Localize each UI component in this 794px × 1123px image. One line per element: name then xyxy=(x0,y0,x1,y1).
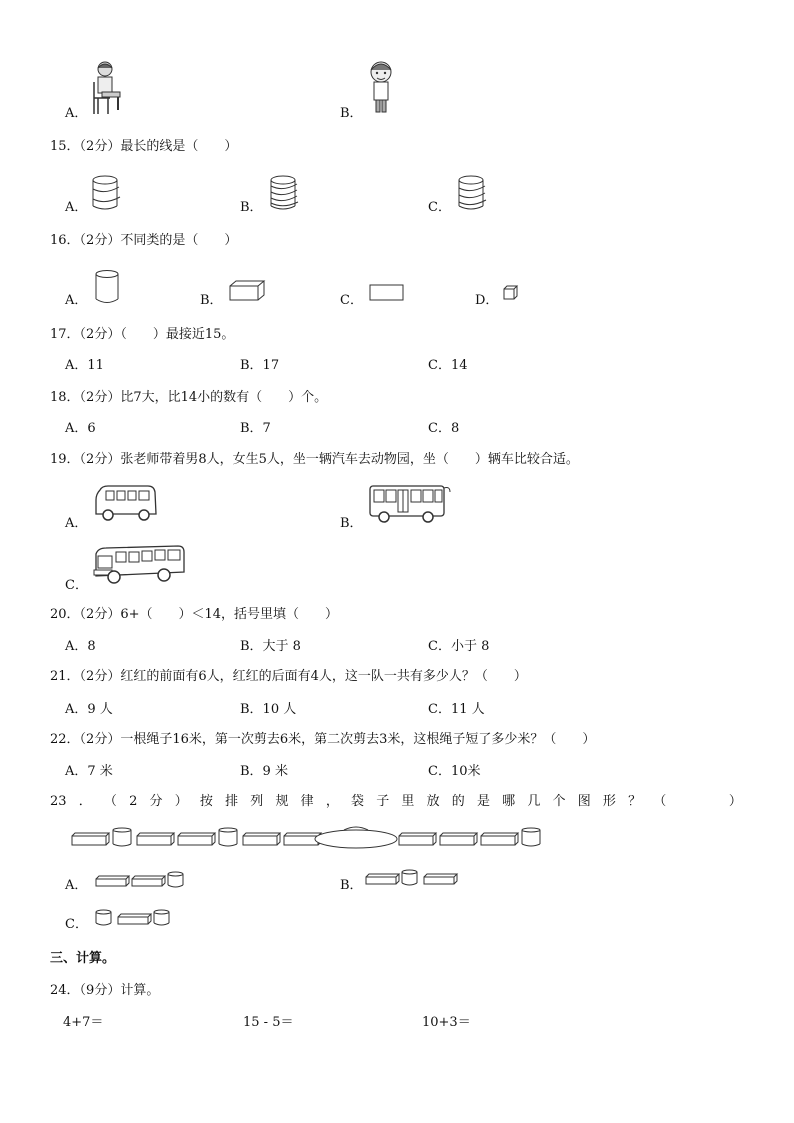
q20-option-b: B．大于 8 xyxy=(240,639,301,654)
q23-stem-char: 列 xyxy=(250,794,264,809)
q23-stem-char: （ xyxy=(653,794,667,809)
cylinder-shape xyxy=(219,828,237,846)
q16-option-b: B． xyxy=(200,293,223,308)
rope-coil-b-image xyxy=(268,175,300,215)
q23-stem-char: 里 xyxy=(401,794,415,809)
cuboid-shape xyxy=(440,833,477,845)
q23-stem-char: ， xyxy=(325,794,339,809)
q23-stem-char: 图 xyxy=(577,794,591,809)
q17-option-a: A．11 xyxy=(65,358,104,373)
q23-option-c-shapes xyxy=(94,908,184,932)
q20-option-c: C．小于 8 xyxy=(428,639,490,654)
q14-option-a: A． xyxy=(65,106,88,121)
cylinder-shape xyxy=(168,872,183,887)
q23-stem-char: 分 xyxy=(149,794,163,809)
cylinder-shape xyxy=(522,828,540,846)
q23-stem-char: 哪 xyxy=(502,794,516,809)
q23-stem-char: ） xyxy=(728,794,742,809)
q15-option-a: A． xyxy=(65,200,88,215)
cylinder-shape xyxy=(154,910,169,925)
cuboid-shape xyxy=(137,833,174,845)
q23-stem xyxy=(50,794,742,810)
q23-stem-char: ． xyxy=(78,794,92,809)
rope-coil-a-image xyxy=(90,175,122,215)
q23-stem-char: 个 xyxy=(552,794,566,809)
q19-option-b: B． xyxy=(340,516,363,531)
q18-stem: 18．（2分）比7大，比14小的数有（ ）个。 xyxy=(50,390,328,405)
q21-option-c: C．11 人 xyxy=(428,702,485,717)
q17-stem: 17．（2分）（ ）最接近15。 xyxy=(50,327,235,342)
cylinder-image xyxy=(94,270,120,308)
cuboid-shape xyxy=(243,833,280,845)
q16-stem: 16．（2分）不同类的是（ ） xyxy=(50,233,238,248)
small-bus-image xyxy=(94,484,158,528)
cuboid-shape xyxy=(366,874,399,884)
cuboid-image xyxy=(229,280,265,306)
q18-option-a: A．6 xyxy=(65,421,96,436)
q15-option-c: C． xyxy=(428,200,451,215)
cuboid-shape xyxy=(132,876,165,886)
q17-option-b: B．17 xyxy=(240,358,280,373)
bag-shape xyxy=(315,827,397,848)
q20-stem: 20．（2分）6+（ ）＜14，括号里填（ ） xyxy=(50,607,339,622)
q22-option-c: C．10米 xyxy=(428,764,481,779)
q21-option-a: A．9 人 xyxy=(65,702,113,717)
cuboid-shape xyxy=(399,833,436,845)
section-3-heading: 三、计算。 xyxy=(50,951,116,966)
q23-option-b: B． xyxy=(340,878,363,893)
cuboid-shape xyxy=(96,876,129,886)
q23-stem-char: 律 xyxy=(300,794,314,809)
q24-stem: 24．（9分）计算。 xyxy=(50,983,160,998)
q18-option-c: C．8 xyxy=(428,421,460,436)
q16-option-d: D． xyxy=(475,293,499,308)
q17-option-c: C．14 xyxy=(428,358,468,373)
q24-expression-3: 10+3＝ xyxy=(422,1015,471,1030)
q24-expression-1: 4+7＝ xyxy=(63,1015,104,1030)
q23-stem-char: 23 xyxy=(50,794,67,809)
q21-option-b: B．10 人 xyxy=(240,702,297,717)
q23-option-b-shapes xyxy=(364,868,474,892)
q22-stem: 22．（2分）一根绳子16米，第一次剪去6米，第二次剪去3米，这根绳子短了多少米？（ ） xyxy=(50,732,596,747)
q23-stem-char: ？ xyxy=(628,794,642,809)
city-bus-image xyxy=(368,482,452,530)
q15-option-b: B． xyxy=(240,200,263,215)
cuboid-shape xyxy=(481,833,518,845)
q19-option-c: C． xyxy=(65,578,88,593)
q20-option-a: A．8 xyxy=(65,639,96,654)
cuboid-shape xyxy=(424,874,457,884)
q23-stem-char: 袋 xyxy=(351,794,365,809)
boy-sitting-image xyxy=(88,60,124,116)
rectangle-image xyxy=(369,284,405,306)
q23-stem-char: （ xyxy=(103,794,117,809)
q15-stem: 15．（2分）最长的线是（ ） xyxy=(50,139,238,154)
cuboid-shape xyxy=(118,914,151,924)
boy-standing-image xyxy=(366,60,396,116)
rope-coil-c-image xyxy=(456,175,488,215)
cube-image xyxy=(503,285,519,305)
pattern-sequence-image xyxy=(70,824,560,854)
q23-option-a-shapes xyxy=(94,870,194,894)
q24-expression-2: 15 - 5＝ xyxy=(243,1015,294,1030)
q23-stem-char: 是 xyxy=(476,794,490,809)
q23-stem-char: 子 xyxy=(376,794,390,809)
q23-option-c: C． xyxy=(65,917,88,932)
q23-stem-char: 形 xyxy=(602,794,616,809)
q23-stem-char xyxy=(704,794,717,810)
cuboid-shape xyxy=(72,833,109,845)
q23-stem-char: 几 xyxy=(527,794,541,809)
q16-option-c: C． xyxy=(340,293,363,308)
cylinder-shape xyxy=(113,828,131,846)
q23-stem-char xyxy=(678,794,691,810)
q22-option-a: A．7 米 xyxy=(65,764,113,779)
q23-stem-char: 规 xyxy=(275,794,289,809)
q23-stem-char: 的 xyxy=(451,794,465,809)
q16-option-a: A． xyxy=(65,293,88,308)
cylinder-shape xyxy=(96,910,111,925)
q23-stem-char: 放 xyxy=(426,794,440,809)
q14-option-b: B． xyxy=(340,106,363,121)
large-bus-image xyxy=(92,544,188,590)
q22-option-b: B．9 米 xyxy=(240,764,288,779)
q19-stem: 19．（2分）张老师带着男8人，女生5人，坐一辆汽车去动物园，坐（ ）辆车比较合适。 xyxy=(50,452,579,467)
cylinder-shape xyxy=(402,870,417,885)
q23-stem-char: ） xyxy=(174,794,188,809)
q23-stem-char: 按 xyxy=(199,794,213,809)
q23-stem-char: 排 xyxy=(225,794,239,809)
q21-stem: 21．（2分）红红的前面有6人，红红的后面有4人，这一队一共有多少人？（ ） xyxy=(50,669,527,684)
q23-option-a: A． xyxy=(65,878,88,893)
q18-option-b: B．7 xyxy=(240,421,271,436)
q19-option-a: A． xyxy=(65,516,88,531)
cuboid-shape xyxy=(178,833,215,845)
q23-stem-char: 2 xyxy=(129,794,138,809)
